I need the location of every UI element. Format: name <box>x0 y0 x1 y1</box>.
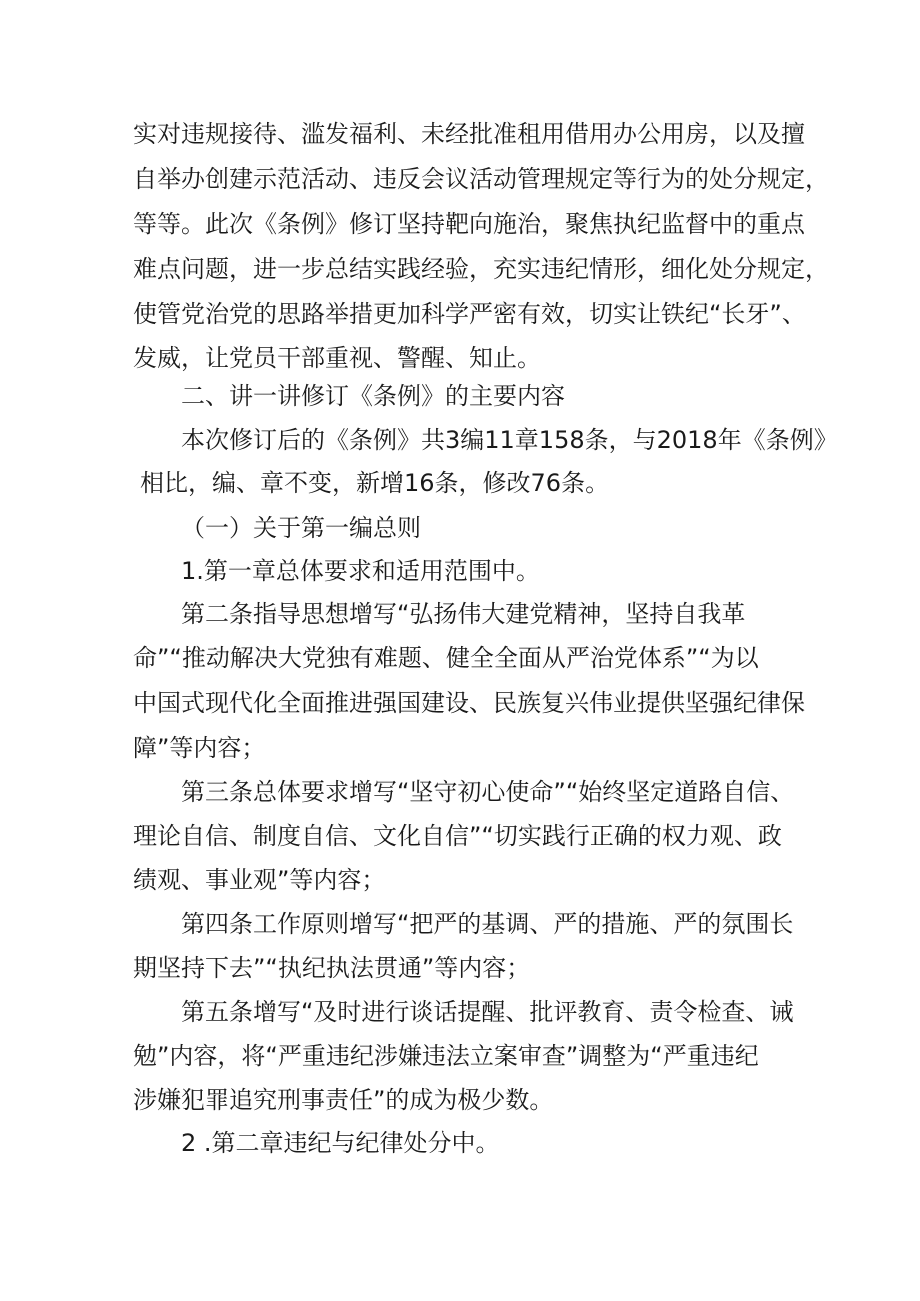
text-line-12: 第二条指导思想增写“弘扬伟大建党精神，坚持自我革 <box>181 600 746 628</box>
text-line-16: 第三条总体要求增写“坚守初心使命”“始终坚定道路自信、 <box>181 778 795 806</box>
item-heading-2: 2 .第二章违纪与纪律处分中。 <box>181 1129 500 1157</box>
text-line-21: 第五条增写“及时进行谈话提醒、批评教育、责令检查、诫 <box>181 998 794 1026</box>
text-line-20: 期坚持下去”“执纪执法贯通”等内容； <box>133 954 531 982</box>
text-line-15: 障”等内容； <box>133 734 266 762</box>
text-line-22: 勉”内容，将“严重违纪涉嫌违法立案审查”调整为“严重违纪 <box>133 1042 759 1070</box>
text-line-18: 绩观、事业观”等内容； <box>133 866 386 894</box>
text-line-3: 等等。此次《条例》修订坚持靶向施治，聚焦执纪监督中的重点 <box>133 210 805 238</box>
text-line-2: 自举办创建示范活动、违反会议活动管理规定等行为的处分规定， <box>133 165 829 193</box>
text-line-23: 涉嫌犯罪追究刑事责任”的成为极少数。 <box>133 1086 554 1114</box>
item-heading-1: 1.第一章总体要求和适用范围中。 <box>181 557 540 585</box>
section-heading: 二、讲一讲修订《条例》的主要内容 <box>181 382 565 410</box>
text-line-9: 相比，编、章不变，新增16条，修改76条。 <box>140 469 610 497</box>
text-line-17: 理论自信、制度自信、文化自信”“切实践行正确的权力观、政 <box>133 822 782 850</box>
text-line-6: 发威，让党员干部重视、警醒、知止。 <box>133 344 541 372</box>
text-line-13: 命”“推动解决大党独有难题、健全全面从严治党体系”“为以 <box>133 644 759 672</box>
text-line-5: 使管党治党的思路举措更加科学严密有效，切实让铁纪“长牙”、 <box>133 300 806 328</box>
text-line-1: 实对违规接待、滥发福利、未经批准租用借用办公用房，以及擅 <box>133 120 805 148</box>
text-line-19: 第四条工作原则增写“把严的基调、严的措施、严的氛围长 <box>181 910 794 938</box>
text-line-8: 本次修订后的《条例》共3编11章158条，与2018年《条例》 <box>181 426 838 454</box>
text-line-14: 中国式现代化全面推进强国建设、民族复兴伟业提供坚强纪律保 <box>133 689 805 717</box>
text-line-4: 难点问题，进一步总结实践经验，充实违纪情形，细化处分规定， <box>133 255 829 283</box>
subsection-heading: （一）关于第一编总则 <box>181 514 421 542</box>
